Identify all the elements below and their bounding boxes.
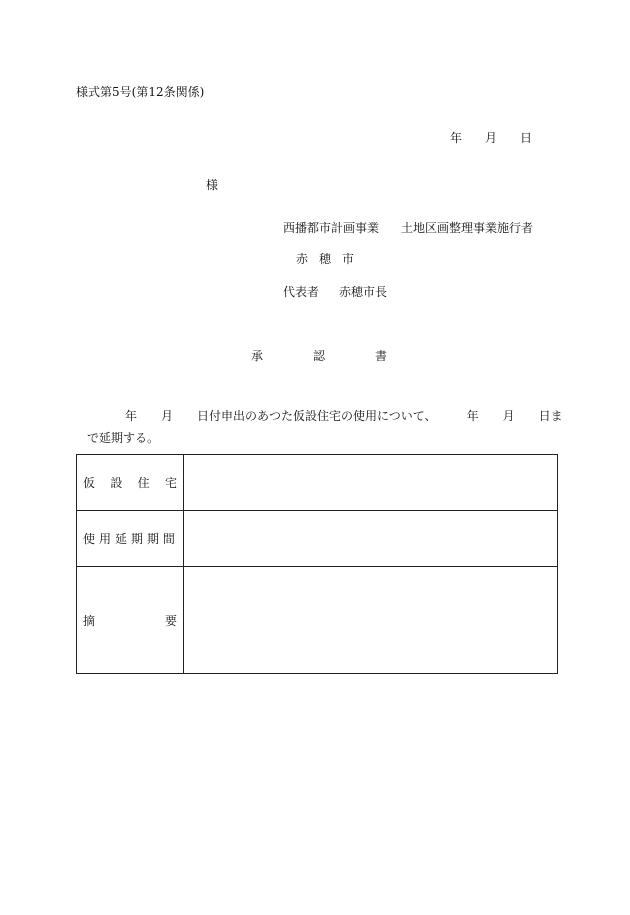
label-cell-remarks <box>77 567 184 674</box>
value-cell-extension-period[interactable] <box>184 511 558 567</box>
document-title <box>251 350 387 362</box>
label-char: 設 <box>110 476 123 490</box>
table-row-temporary-housing <box>77 455 558 511</box>
issuer-project-suffix: 土地区画整理事業施行者 <box>401 221 534 235</box>
title-char: 認 <box>313 349 326 363</box>
body-text-line-2: で延期する。 <box>87 431 160 445</box>
label-char: 仮 <box>83 476 96 490</box>
body-year-2: 年 <box>466 409 479 423</box>
label-char: 宅 <box>164 476 177 490</box>
representative-label: 代表者 <box>283 285 320 299</box>
date-month-label: 月 <box>485 131 498 145</box>
representative-name: 赤穂市長 <box>339 285 388 299</box>
issuer-representative-line <box>283 286 387 298</box>
body-text-line-1 <box>125 410 563 422</box>
info-table <box>76 454 558 674</box>
body-month-1: 月 <box>161 409 174 423</box>
body-year-1: 年 <box>125 409 138 423</box>
table-row-remarks <box>77 567 558 674</box>
date-year-label: 年 <box>450 131 463 145</box>
issuer-city-char: 赤 <box>296 252 309 266</box>
body-month-2: 月 <box>502 409 515 423</box>
table-row-extension-period <box>77 511 558 567</box>
label-cell-extension-period <box>77 511 184 567</box>
issuer-city <box>296 253 354 265</box>
issuer-city-char: 穂 <box>319 252 332 266</box>
value-cell-temporary-housing[interactable] <box>184 455 558 511</box>
label-char: 使 <box>83 532 96 546</box>
label-char: 要 <box>164 613 177 628</box>
label-char: 摘 <box>83 613 96 628</box>
title-char: 書 <box>375 349 388 363</box>
label-char: 間 <box>162 532 175 546</box>
body-main-text: 日付申出のあつた仮設住宅の使用について、 <box>197 409 437 423</box>
body-day-suffix: 日ま <box>538 409 563 423</box>
title-char: 承 <box>251 349 264 363</box>
issuer-project-line <box>283 222 533 234</box>
issuer-project-prefix: 西播都市計画事業 <box>283 221 380 235</box>
addressee-honorific: 様 <box>206 178 219 192</box>
value-cell-remarks[interactable] <box>184 567 558 674</box>
label-cell-temporary-housing <box>77 455 184 511</box>
issuer-city-char: 市 <box>342 252 355 266</box>
label-char: 住 <box>137 476 150 490</box>
label-char: 用 <box>98 532 111 546</box>
label-char: 延 <box>114 532 127 546</box>
form-number: 様式第5号(第12条関係) <box>76 85 205 99</box>
date-day-label: 日 <box>520 131 533 145</box>
date-line <box>450 132 532 144</box>
label-char: 期 <box>146 532 159 546</box>
label-char: 期 <box>130 532 143 546</box>
